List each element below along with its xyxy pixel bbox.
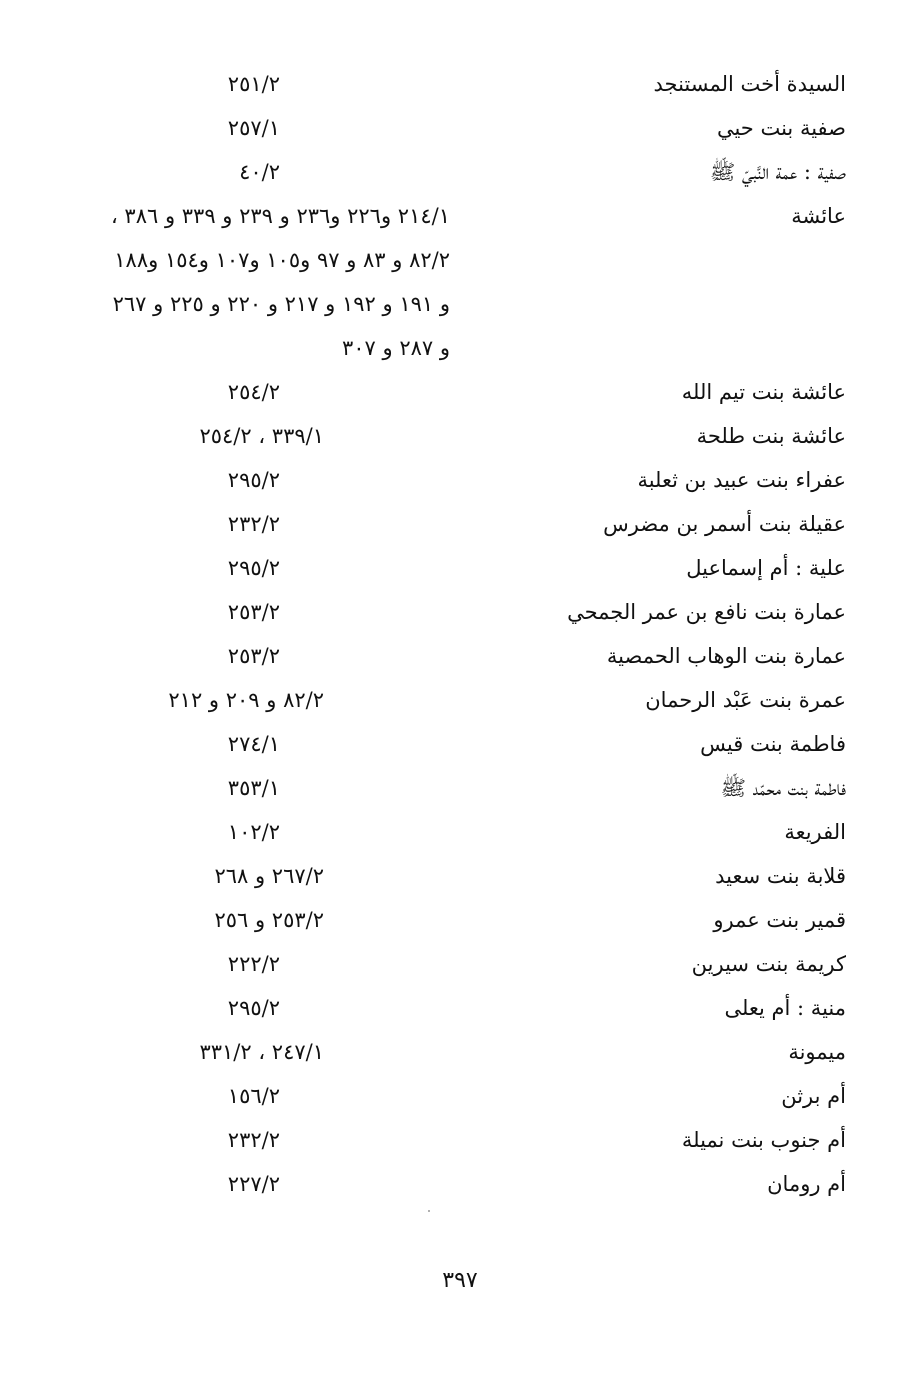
entry-name: عمرة بنت عَبْد الرحمان	[645, 688, 846, 712]
index-entry	[0, 546, 920, 590]
index-entry	[0, 150, 920, 194]
entry-name: صفية : عمة النَّبيّ ﷺ	[709, 160, 846, 184]
entry-references	[40, 1118, 280, 1162]
entry-name: قلابة بنت سعيد	[715, 864, 846, 888]
entry-name: عائشة بنت تيم الله	[681, 380, 846, 404]
reference-line: ٨٢/٢ و ٨٣ و ٩٧ و١٠٥ و١٠٧ و١٥٤ و١٨٨	[114, 248, 450, 272]
reference-line: ٢٥٣/٢ و ٢٥٦	[214, 908, 324, 932]
entry-references	[40, 194, 450, 370]
index-entry	[0, 1030, 920, 1074]
index-entry	[0, 766, 920, 810]
reference-line: ٢٥٤/٢	[227, 380, 280, 404]
reference-line: ٢٩٥/٢	[227, 468, 280, 492]
print-speck	[428, 1210, 430, 1212]
index-entry	[0, 194, 920, 370]
index-entry	[0, 458, 920, 502]
index-entry	[0, 678, 920, 722]
entry-name: عمارة بنت نافع بن عمر الجمحي	[567, 600, 846, 624]
index-entry	[0, 1074, 920, 1118]
entry-name: الفريعة	[784, 820, 846, 844]
entry-references	[40, 766, 280, 810]
entry-references	[40, 150, 280, 194]
entry-name: أم جنوب بنت نميلة	[681, 1128, 846, 1152]
reference-line: ٢٩٥/٢	[227, 996, 280, 1020]
entry-references	[40, 414, 324, 458]
entry-references	[40, 942, 280, 986]
entry-name: عمارة بنت الوهاب الحمصية	[606, 644, 846, 668]
entry-name: فاطمة بنت محمّد ﷺ	[720, 776, 846, 800]
reference-line: و ١٩١ و ١٩٢ و ٢١٧ و ٢٢٠ و ٢٢٥ و ٢٦٧	[112, 292, 450, 316]
reference-line: ٢٤٧/١ ، ٣٣١/٢	[199, 1040, 324, 1064]
reference-line: ٢٢٧/٢	[227, 1172, 280, 1196]
reference-line: ١٠٢/٢	[227, 820, 280, 844]
entry-name: علية : أم إسماعيل	[686, 556, 846, 580]
reference-line: ٢٦٧/٢ و ٢٦٨	[214, 864, 324, 888]
entry-name: صفية بنت حيي	[716, 116, 846, 140]
entry-references	[40, 986, 280, 1030]
index-entry	[0, 106, 920, 150]
entry-references	[40, 678, 324, 722]
index-entry	[0, 986, 920, 1030]
index-entry	[0, 942, 920, 986]
index-entry	[0, 1118, 920, 1162]
entry-name: عقيلة بنت أسمر بن مضرس	[603, 512, 846, 536]
entry-name: عفراء بنت عبيد بن ثعلبة	[637, 468, 846, 492]
entry-name: قمير بنت عمرو	[713, 908, 846, 932]
entry-references	[40, 1030, 324, 1074]
entry-name: منية : أم يعلى	[724, 996, 846, 1020]
index-entry	[0, 414, 920, 458]
reference-line: ٢٩٥/٢	[227, 556, 280, 580]
entry-references	[40, 502, 280, 546]
index-entry	[0, 634, 920, 678]
reference-line: ١٥٦/٢	[227, 1084, 280, 1108]
entry-name: عائشة بنت طلحة	[696, 424, 846, 448]
reference-line: ٢٥١/٢	[227, 72, 280, 96]
reference-line: ٢٣٢/٢	[227, 1128, 280, 1152]
entry-references	[40, 1162, 280, 1206]
reference-line: ٢٥٧/١	[227, 116, 280, 140]
reference-line: ٢١٤/١ و٢٢٦ و٢٣٦ و ٢٣٩ و ٣٣٩ و ٣٨٦ ،	[110, 204, 450, 228]
entry-references	[40, 634, 280, 678]
page-number: ٣٩٧	[442, 1268, 478, 1293]
index-entry	[0, 854, 920, 898]
entry-references	[40, 1074, 280, 1118]
entry-name: أم رومان	[767, 1172, 846, 1196]
entry-name: أم برثن	[781, 1084, 846, 1108]
entry-references	[40, 106, 280, 150]
entry-name: عائشة	[791, 204, 846, 228]
reference-line: ٣٥٣/١	[227, 776, 280, 800]
reference-line: ٢٧٤/١	[227, 732, 280, 756]
entry-references	[40, 810, 280, 854]
reference-line: ٤٠/٢	[239, 160, 280, 184]
reference-line: ٢٣٢/٢	[227, 512, 280, 536]
entry-references	[40, 458, 280, 502]
entry-references	[40, 590, 280, 634]
index-entry	[0, 1162, 920, 1206]
entry-references	[40, 62, 280, 106]
index-entry	[0, 370, 920, 414]
reference-line: ٢٥٣/٢	[227, 600, 280, 624]
entry-name: ميمونة	[788, 1040, 846, 1064]
index-entry	[0, 722, 920, 766]
entry-references	[40, 722, 280, 766]
entry-name: السيدة أخت المستنجد	[653, 72, 846, 96]
index-entry	[0, 62, 920, 106]
index-entry	[0, 590, 920, 634]
index-entry	[0, 898, 920, 942]
entry-name: فاطمة بنت قيس	[700, 732, 846, 756]
reference-line: ٨٢/٢ و ٢٠٩ و ٢١٢	[168, 688, 324, 712]
reference-line: ٢٥٣/٢	[227, 644, 280, 668]
reference-line: ٣٣٩/١ ، ٢٥٤/٢	[199, 424, 324, 448]
index-entry	[0, 502, 920, 546]
reference-line: ٢٢٢/٢	[227, 952, 280, 976]
entry-references	[40, 370, 280, 414]
entry-references	[40, 854, 324, 898]
entry-references	[40, 546, 280, 590]
entry-name: كريمة بنت سيرين	[691, 952, 846, 976]
entry-references	[40, 898, 324, 942]
reference-line: و ٢٨٧ و ٣٠٧	[341, 336, 450, 360]
women-index-list	[0, 62, 920, 1206]
index-entry	[0, 810, 920, 854]
